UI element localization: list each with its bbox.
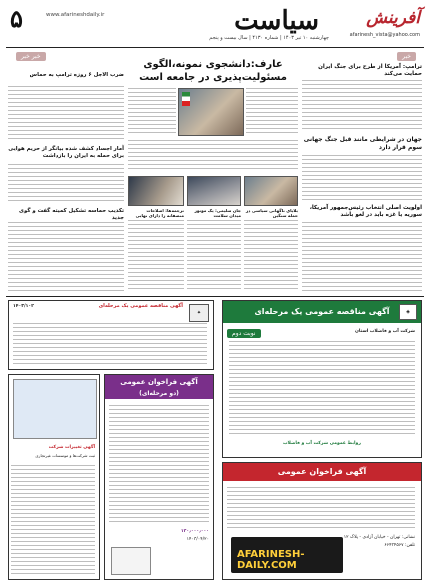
tender-right-footer: روابط عمومی شرکت آب و فاضلاب — [283, 441, 361, 446]
tender-right-title: آگهی مناقصه عمومی یک مرحله‌ای — [223, 301, 421, 323]
mid-text-3 — [244, 220, 298, 292]
call-ad-left — [8, 374, 100, 580]
stamp-placeholder — [111, 547, 151, 575]
brand-email: afarinesh_vista@yahoo.com — [349, 32, 420, 38]
call-left-body — [11, 465, 95, 575]
page-number: ۵ — [10, 4, 23, 33]
section-tab-left: خبر خبر — [16, 52, 46, 61]
footer-contact: نشانی: تهران - خیابان آزادی - پلاک ۱۲ — [343, 535, 415, 540]
footer-phone: تلفن: ۶۶۴۳۴۵۶۷ — [384, 543, 415, 548]
tender-left-body — [13, 323, 207, 367]
mid-story-1: ترجمه‌ها: اصلاحات منصفانه را دارای نهایی — [135, 208, 184, 219]
call-left-notice: آگهی تغییرات شرکت — [48, 445, 95, 450]
mid-text-2 — [187, 220, 241, 292]
mid-story-3: بلایای ناگهانی سیاسی در حمله سنگین — [245, 208, 298, 219]
story-photo-3 — [244, 176, 298, 206]
call-center-body — [109, 405, 209, 525]
call-right-title: آگهی فراخوان عمومی — [223, 463, 421, 481]
right-headline-1: ترامپ: آمریکا از طرح برای جنگ ایران حمایت می‌کند — [318, 64, 422, 77]
right-text-block-2 — [302, 155, 422, 201]
call-center-title: آگهی فراخوان عمومی — [120, 378, 198, 386]
paper-name: سیاست — [234, 6, 319, 36]
right-text-block-1 — [302, 80, 422, 132]
deadline-date: ۱۴۰۳/۰۴/۲۰ — [186, 537, 209, 542]
left-headline-1: ضرب الاجل ۶ روزه ترامپ به حماس — [29, 72, 124, 78]
brand-footer-logo — [231, 537, 343, 573]
right-headline-3: اولویت اصلی انتخاب رئیس‌جمهور آمریکا، سوریه یا غزه باید در لغو باشد — [309, 205, 422, 218]
org-logo-icon: ◈ — [399, 304, 417, 320]
tender-ad-left — [8, 300, 214, 370]
call-center-subtitle: (دو مرحله‌ای) — [139, 390, 179, 397]
call-left-sub: ثبت شرکت‌ها و موسسات غیرتجاری — [35, 453, 95, 458]
left-text-block-2 — [8, 164, 124, 204]
call-ad-center — [104, 374, 214, 580]
main-text-block-lower — [128, 140, 298, 170]
main-headline: عارف:دانشجوی نمونه،الگوی مسئولیت‌پذیری در جامعه است — [139, 59, 287, 83]
dateline: چهارشنبه ۱۰ تیر ۱۴۰۳ | شماره ۴۱۳۰ | سال بیست و پنجم — [209, 35, 329, 41]
tender-right-body — [229, 341, 415, 437]
mid-story-2: جان سلیمی: یک موتور میدان سلامت — [194, 208, 241, 219]
brand-mark: آفرینش — [366, 8, 420, 28]
left-text-block-1 — [8, 86, 124, 142]
notice-image — [13, 379, 97, 439]
tender-right-badge: نوبت دوم — [227, 329, 261, 338]
masthead-rule — [6, 47, 424, 48]
masthead — [6, 4, 424, 46]
tender-ad-right — [222, 300, 422, 458]
story-photo-1 — [128, 176, 184, 206]
brand-footer-text: AFARINESH-DAILY.COM — [237, 549, 305, 571]
website: www.afarineshdaily.ir — [46, 12, 105, 18]
ads-divider — [6, 296, 424, 297]
right-text-block-3 — [302, 222, 422, 292]
tender-right-org: شرکت آب و فاضلاب استان — [355, 329, 415, 334]
story-photo-2 — [187, 176, 241, 206]
tender-amount: ۱۲۰٫۰۰۰٫۰۰۰ — [180, 529, 209, 534]
left-text-block-3 — [8, 222, 124, 292]
emblem-icon: ✦ — [189, 304, 209, 322]
main-text-col-2 — [128, 88, 176, 136]
left-headline-2: آمار اجساد کشف شده بیانگر از حریم هوایی برای حمله به ایران را بازداشت — [8, 146, 124, 159]
main-text-col-1 — [246, 88, 298, 136]
call-right-body — [227, 487, 415, 531]
mid-text-1 — [128, 220, 184, 292]
left-headline-3: تکذیب حماسه تشکیل کمیته گفت و گوی جدید — [19, 208, 124, 221]
call-ad-right — [222, 462, 422, 580]
tender-left-title: آگهی مناقصه عمومی یک مرحله‌ای — [98, 303, 183, 309]
tender-left-number: ۱۴۰۳/۱۰۲ — [13, 304, 34, 309]
iran-flag-icon — [182, 92, 190, 106]
right-headline-2: جهان در شرایطی مانند قبل جنگ جهانی سوم قرار دارد — [303, 136, 422, 151]
section-tab-right: خبر — [397, 52, 416, 61]
